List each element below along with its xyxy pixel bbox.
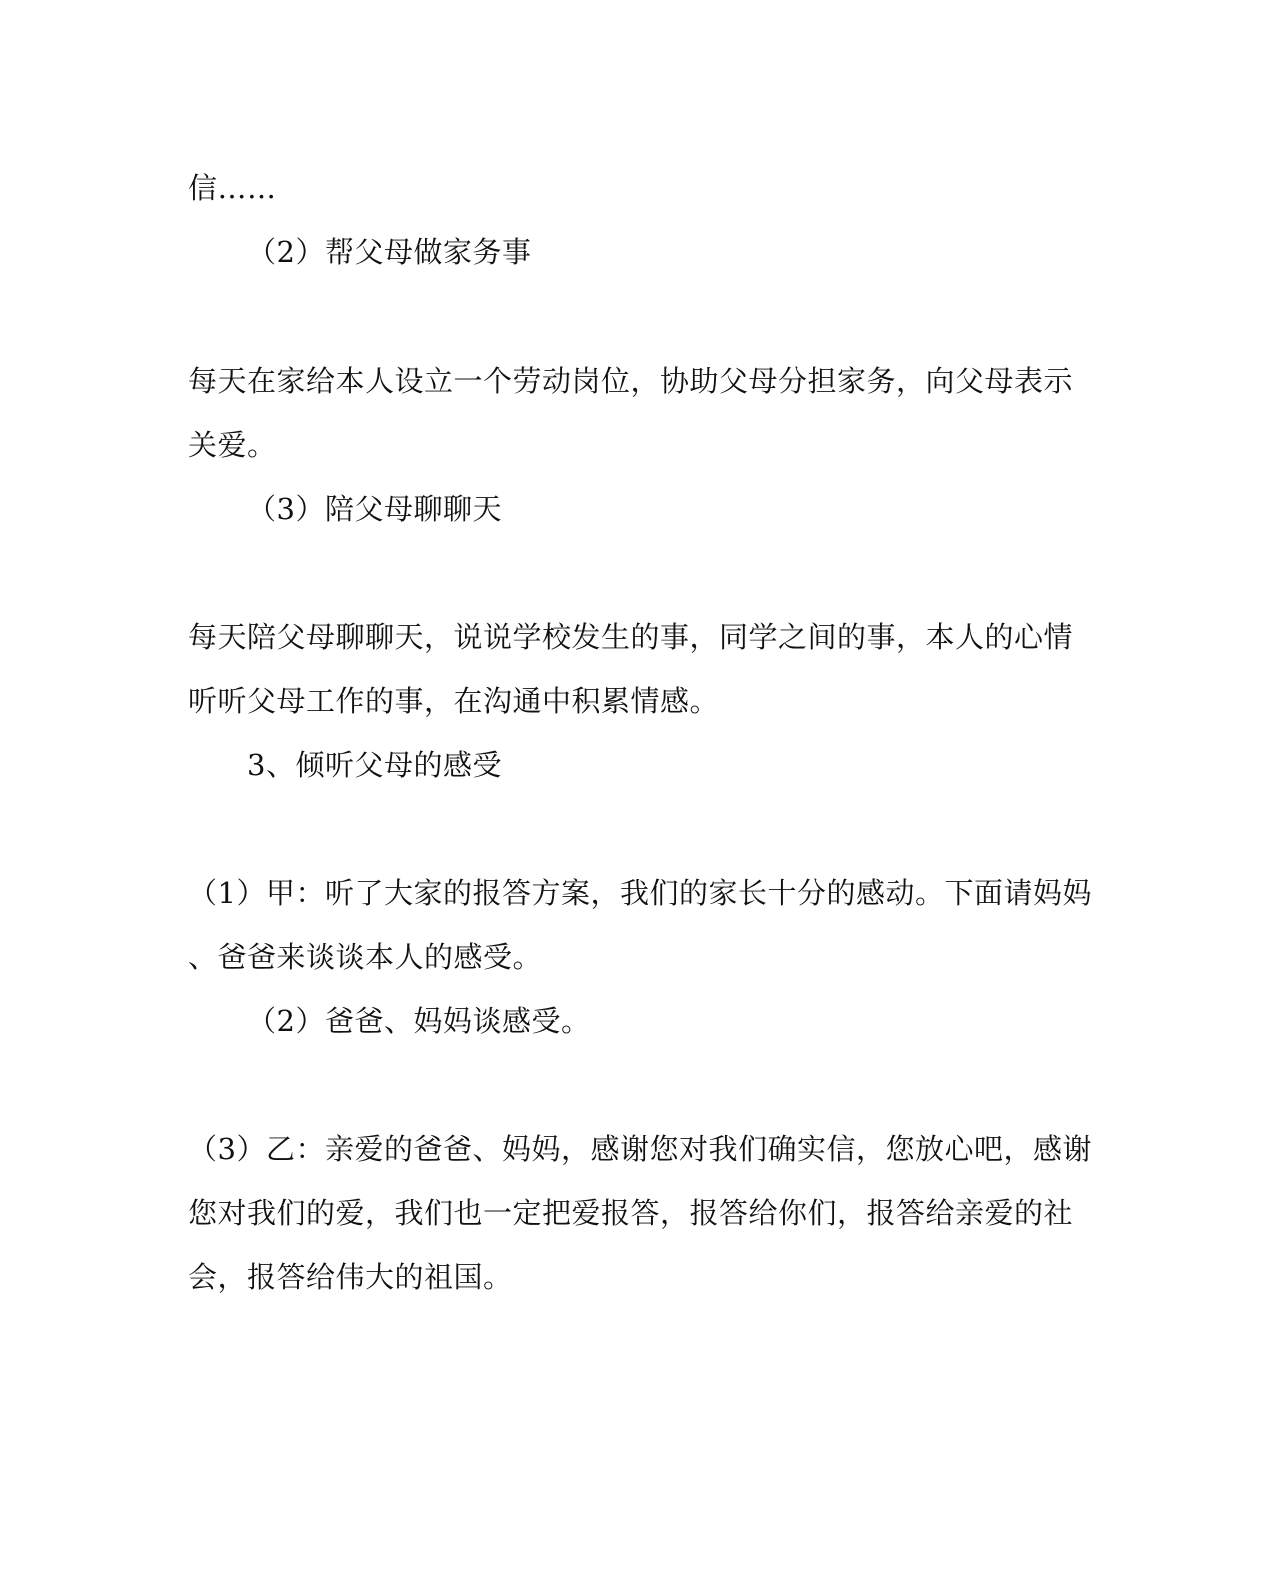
text-line-5: （3）陪父母聊聊天 bbox=[247, 492, 502, 526]
text-line-6: 每天陪父母聊聊天，说说学校发生的事，同学之间的事，本人的心情 bbox=[188, 620, 1074, 654]
text-line-12: （3）乙：亲爱的爸爸、妈妈，感谢您对我们确实信，您放心吧，感谢 bbox=[188, 1132, 1092, 1166]
text-line-11: （2）爸爸、妈妈谈感受。 bbox=[247, 1004, 591, 1038]
text-line-13: 您对我们的爱，我们也一定把爱报答，报答给你们，报答给亲爱的社 bbox=[188, 1196, 1074, 1230]
text-line-3: 每天在家给本人设立一个劳动岗位，协助父母分担家务，向父母表示 bbox=[188, 364, 1074, 398]
text-line-7: 听听父母工作的事，在沟通中积累情感。 bbox=[188, 684, 720, 718]
text-line-9: （1）甲：听了大家的报答方案，我们的家长十分的感动。下面请妈妈 bbox=[188, 876, 1092, 910]
text-line-14: 会，报答给伟大的祖国。 bbox=[188, 1260, 513, 1294]
text-line-1: 信…… bbox=[188, 171, 277, 205]
text-line-4: 关爱。 bbox=[188, 428, 277, 462]
text-line-10: 、爸爸来谈谈本人的感受。 bbox=[188, 940, 543, 974]
text-line-8: 3、倾听父母的感受 bbox=[247, 748, 502, 782]
text-line-2: （2）帮父母做家务事 bbox=[247, 235, 532, 269]
